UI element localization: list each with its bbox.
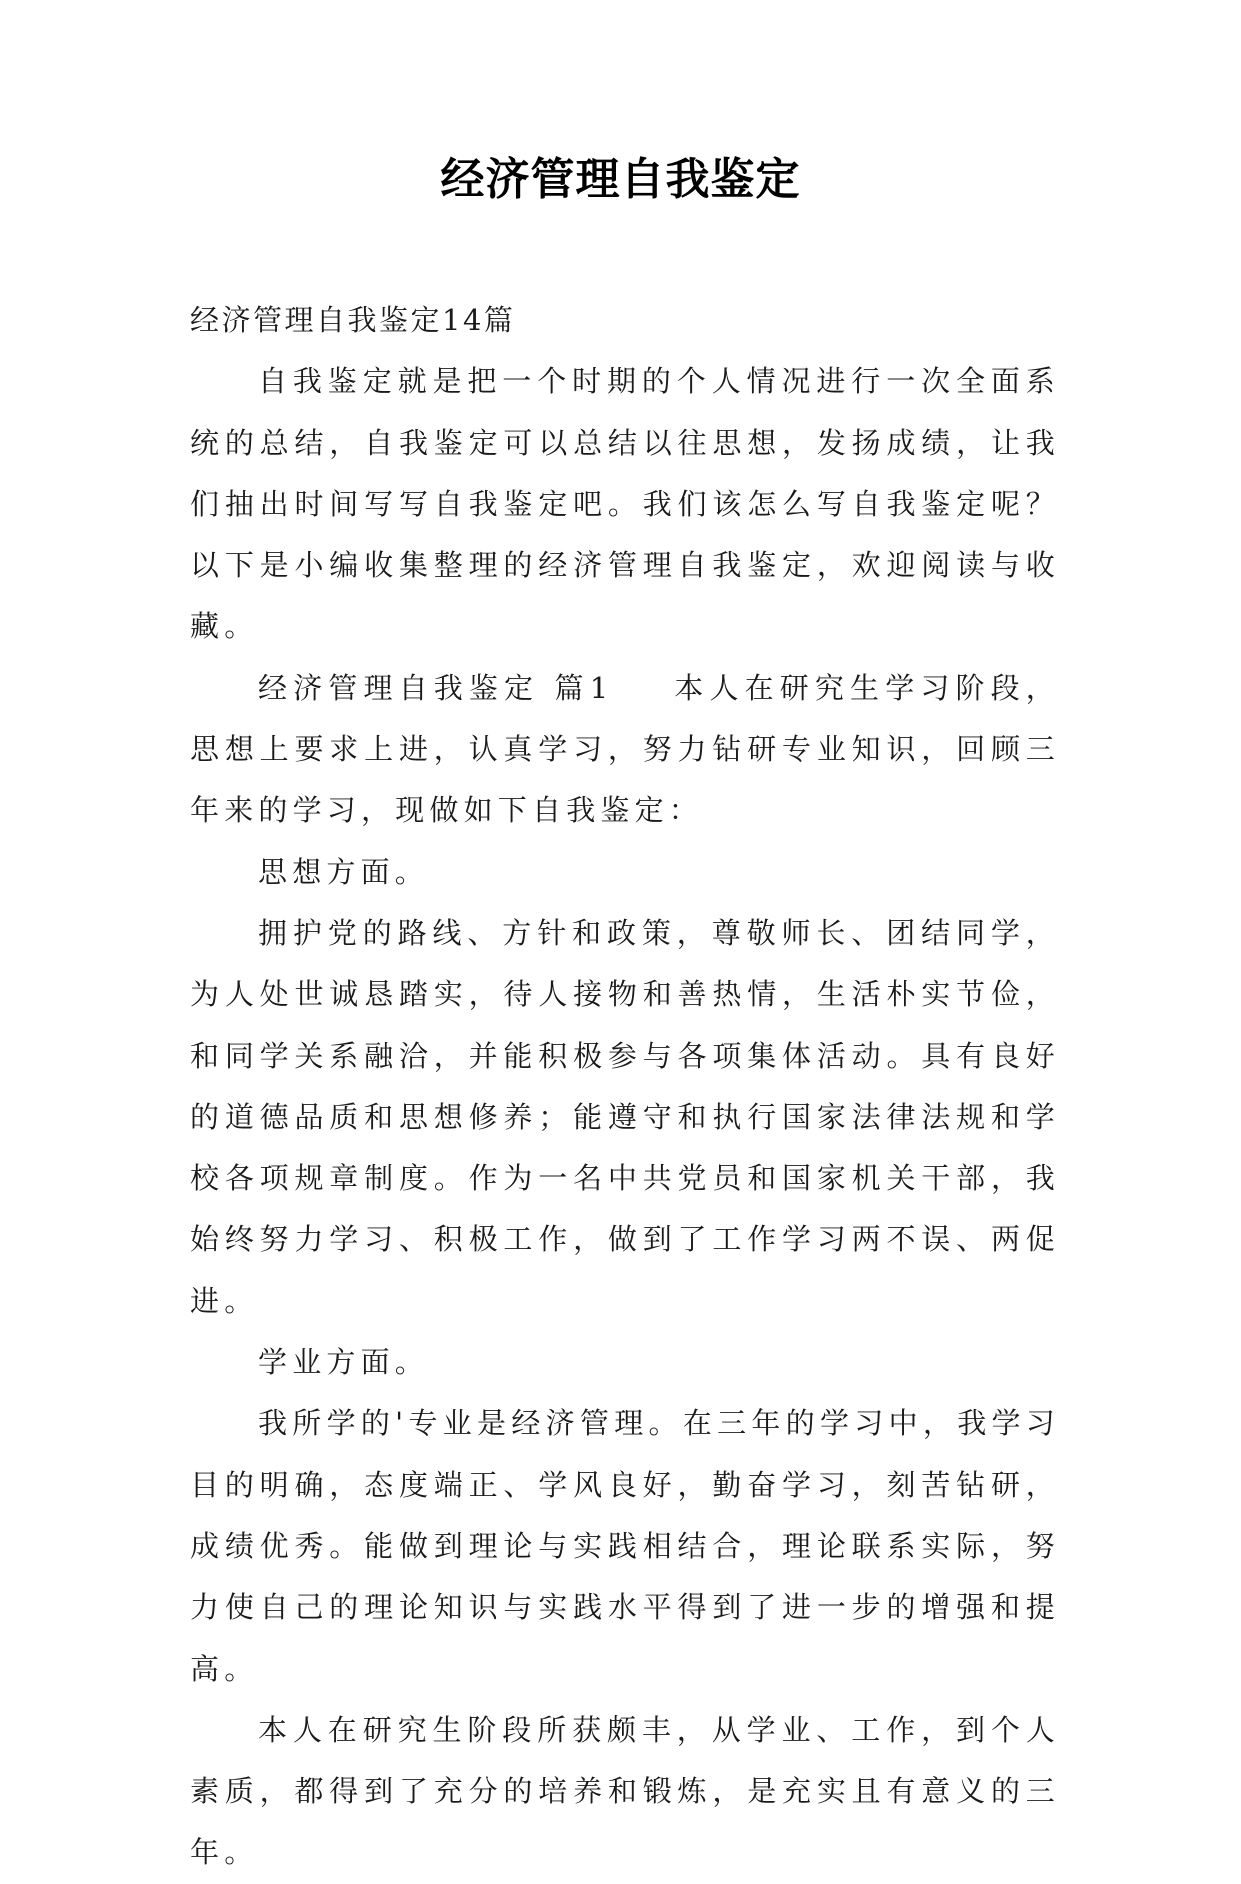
study-heading: 学业方面。 bbox=[258, 1345, 430, 1380]
document-title: 经济管理自我鉴定 bbox=[440, 154, 801, 205]
document-subtitle: 经济管理自我鉴定14篇 bbox=[190, 303, 516, 337]
section-1-opening: 本人在研究生学习阶段，思想上要求上进，认真学习，努力钻研专业知识，回顾三年来的学习，现做如下自我鉴定： bbox=[190, 670, 1060, 828]
intro-paragraph: 自我鉴定就是把一个时期的个人情况进行一次全面系统的总结，自我鉴定可以总结以往思想，发扬成绩，让我们抽出时间写写自我鉴定吧。我们该怎么写自我鉴定呢？以下是小编收集整理的经济管理自我鉴定，欢迎阅读与收藏。 bbox=[190, 364, 1060, 644]
thought-paragraph: 拥护党的路线、方针和政策，尊敬师长、团结同学，为人处世诚恳踏实，待人接物和善热情，生活朴实节俭，和同学关系融洽，并能积极参与各项集体活动。具有良好的道德品质和思想修养；能遵守和执行国家法律法规和学校各项规章制度。作为一名中共党员和国家机关干部，我始终努力学习、积极工作，做到了工作学习两不误、两促进。 bbox=[190, 915, 1060, 1318]
study-paragraph: 我所学的'专业是经济管理。在三年的学习中，我学习目的明确，态度端正、学风良好，勤奋学习，刻苦钻研，成绩优秀。能做到理论与实践相结合，理论联系实际，努力使自己的理论知识与实践水平得到了进一步的增强和提高。 bbox=[190, 1406, 1060, 1686]
thought-heading: 思想方面。 bbox=[258, 854, 430, 889]
summary-paragraph: 本人在研究生阶段所获颇丰，从学业、工作，到个人素质，都得到了充分的培养和锻炼，是充实且有意义的三年。 bbox=[190, 1712, 1060, 1870]
document-body bbox=[190, 290, 1060, 1884]
section-1-heading: 经济管理自我鉴定 篇1 bbox=[258, 670, 614, 705]
section-1-paragraph bbox=[190, 658, 1060, 842]
